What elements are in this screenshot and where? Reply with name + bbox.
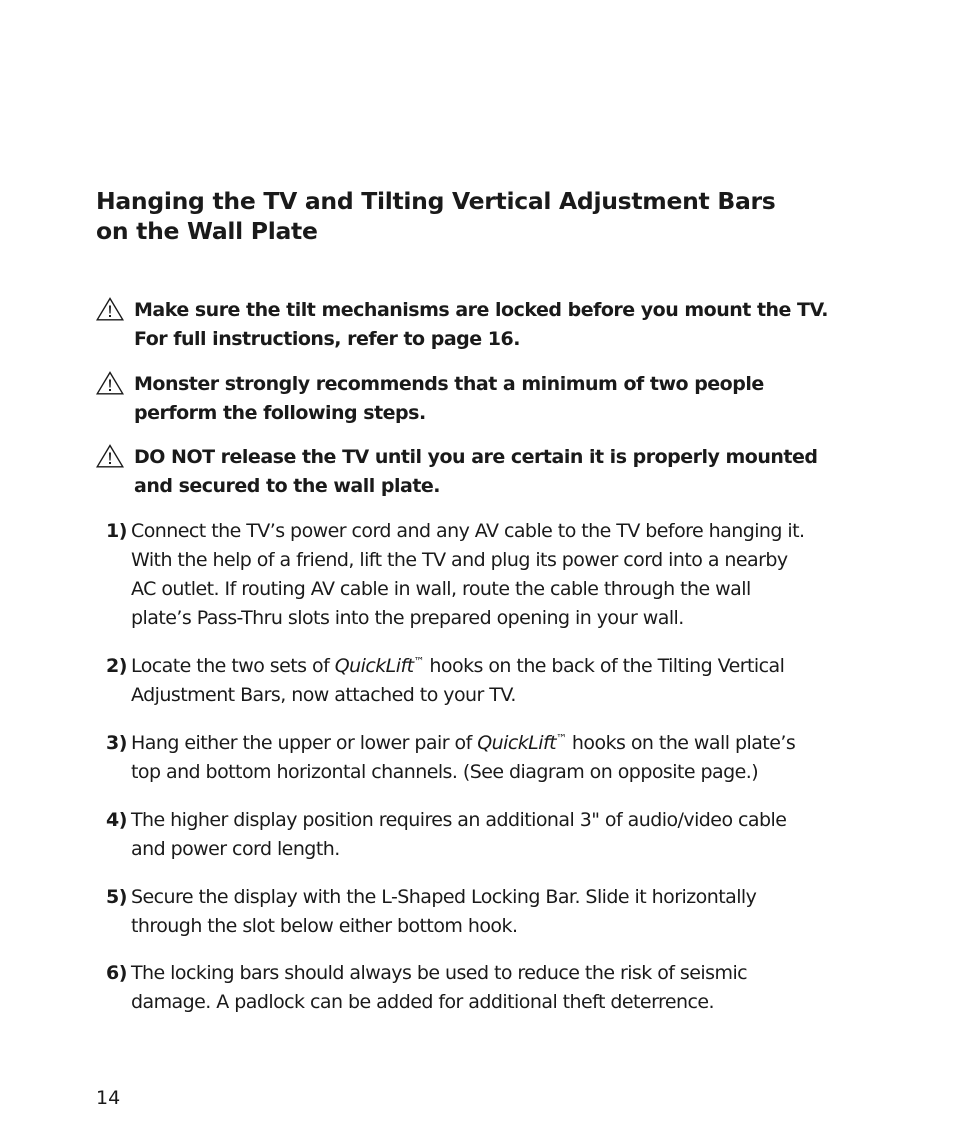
- step-text-line: Adjustment Bars, now attached to your TV.: [131, 684, 516, 706]
- step-text-line: damage. A padlock can be added for additional theft deterrence.: [131, 991, 714, 1013]
- step-text-line: plate’s Pass-Thru slots into the prepared opening in your wall.: [131, 607, 684, 629]
- step-text: hooks on the back of the Tilting Vertical: [423, 655, 785, 677]
- step-text-line: The higher display position requires an additional 3" of audio/video cable: [131, 809, 787, 831]
- step-number: 5): [106, 886, 127, 908]
- section-title: [96, 186, 856, 246]
- step-text-line: The locking bars should always be used to reduce the risk of seismic: [131, 962, 748, 984]
- step-6: [106, 959, 886, 1017]
- warning-text-line: Make sure the tilt mechanisms are locked before you mount the TV.: [134, 299, 828, 321]
- step-number: 2): [106, 655, 127, 677]
- page-number: 14: [96, 1087, 121, 1109]
- step-number: 4): [106, 809, 127, 831]
- warning-lock-tilt: [96, 296, 876, 354]
- step-number: 6): [106, 962, 127, 984]
- warning-text-line: and secured to the wall plate.: [134, 475, 441, 497]
- product-name-quicklift: QuickLift: [334, 655, 414, 677]
- warning-text-line: DO NOT release the TV until you are certain it is properly mounted: [134, 446, 818, 468]
- step-text-line: and power cord length.: [131, 838, 340, 860]
- section-title-line-2: on the Wall Plate: [96, 217, 318, 245]
- step-text: hooks on the wall plate’s: [566, 732, 796, 754]
- warning-triangle-icon: [96, 297, 124, 321]
- trademark-symbol: ™: [413, 655, 424, 668]
- warning-two-people: [96, 370, 876, 428]
- step-text-line: Secure the display with the L-Shaped Locking Bar. Slide it horizontally: [131, 886, 757, 908]
- step-text: Locate the two sets of: [131, 655, 335, 677]
- step-number: 3): [106, 732, 127, 754]
- step-text-line: [131, 729, 886, 758]
- step-text-line: With the help of a friend, lift the TV and plug its power cord into a nearby: [131, 549, 788, 571]
- warning-do-not-release: [96, 443, 876, 501]
- step-5: [106, 883, 886, 941]
- warning-text-line: Monster strongly recommends that a minimum of two people: [134, 373, 764, 395]
- warning-text-line: perform the following steps.: [134, 402, 426, 424]
- step-text-line: through the slot below either bottom hook.: [131, 915, 518, 937]
- step-number: 1): [106, 520, 127, 542]
- step-text-line: top and bottom horizontal channels. (See diagram on opposite page.): [131, 761, 759, 783]
- step-1: [106, 517, 886, 633]
- warning-triangle-icon: [96, 371, 124, 395]
- warning-text-line: For full instructions, refer to page 16.: [134, 328, 520, 350]
- section-title-line-1: Hanging the TV and Tilting Vertical Adjustment Bars: [96, 187, 776, 215]
- trademark-symbol: ™: [555, 732, 567, 745]
- step-3: [106, 729, 886, 787]
- step-4: [106, 806, 886, 864]
- step-text-line: Connect the TV’s power cord and any AV cable to the TV before hanging it.: [131, 520, 805, 542]
- step-text: Hang either the upper or lower pair of: [131, 732, 478, 754]
- step-2: [106, 652, 886, 710]
- step-text-line: [131, 652, 886, 681]
- warning-triangle-icon: [96, 444, 124, 468]
- step-text-line: AC outlet. If routing AV cable in wall, route the cable through the wall: [131, 578, 751, 600]
- product-name-quicklift: QuickLift: [477, 732, 556, 754]
